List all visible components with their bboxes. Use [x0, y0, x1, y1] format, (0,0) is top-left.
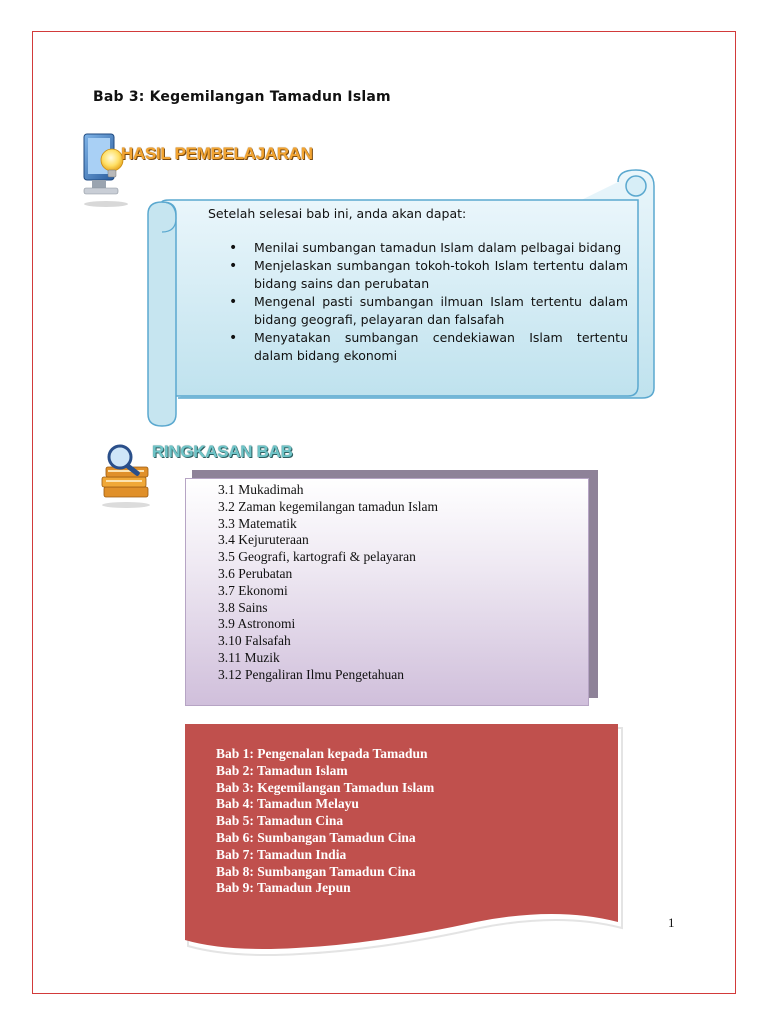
chapter-title: Bab 3: Kegemilangan Tamadun Islam: [93, 89, 391, 105]
list-item: 3.9 Astronomi: [218, 616, 296, 632]
list-item: Bab 6: Sumbangan Tamadun Cina: [216, 829, 416, 845]
list-item: Bab 7: Tamadun India: [216, 846, 347, 862]
list-item: 3.10 Falsafah: [218, 633, 291, 649]
list-item: 3.11 Muzik: [218, 649, 280, 665]
list-item: 3.3 Matematik: [218, 515, 297, 531]
list-item: 3.6 Perubatan: [218, 565, 293, 581]
list-item: • Menjelaskan sumbangan tokoh-tokoh Islam tertentu dalam bidang sains dan perubatan: [254, 257, 628, 293]
learning-outcomes-heading: HASIL PEMBELAJARAN: [121, 144, 313, 163]
chapter-list: [216, 746, 434, 897]
list-item: Bab 3: Kegemilangan Tamadun Islam: [216, 779, 435, 795]
list-item: Bab 1: Pengenalan kepada Tamadun: [216, 746, 428, 761]
list-item: Bab 8: Sumbangan Tamadun Cina: [216, 863, 416, 879]
chapter-summary-heading: RINGKASAN BAB: [152, 442, 293, 461]
list-item: 3.2 Zaman kegemilangan tamadun Islam: [218, 498, 439, 514]
books-magnifier-icon: [98, 437, 156, 509]
list-item: Bab 2: Tamadun Islam: [216, 762, 348, 778]
list-item: 3.8 Sains: [218, 599, 268, 615]
list-item: • Menilai sumbangan tamadun Islam dalam pelbagai bidang: [254, 239, 628, 257]
learning-outcomes-intro: Setelah selesai bab ini, anda akan dapat:: [208, 206, 467, 221]
list-item: 3.12 Pengaliran Ilmu Pengetahuan: [218, 666, 404, 682]
list-item: Bab 4: Tamadun Melayu: [216, 796, 359, 812]
list-item: 3.4 Kejuruteraan: [218, 532, 309, 548]
list-item: 3.1 Mukadimah: [218, 482, 304, 497]
learning-outcomes-body: [208, 206, 628, 365]
list-item: Bab 9: Tamadun Jepun: [216, 880, 351, 896]
chapter-summary-list: [218, 482, 438, 684]
list-item: 3.5 Geografi, kartografi & pelayaran: [218, 549, 416, 565]
page-number: 1: [668, 915, 675, 930]
list-item: • Menyatakan sumbangan cendekiawan Islam tertentu dalam bidang ekonomi: [254, 329, 628, 365]
list-item: 3.7 Ekonomi: [218, 582, 288, 598]
learning-outcomes-list: [208, 239, 628, 365]
list-item: • Mengenal pasti sumbangan ilmuan Islam tertentu dalam bidang geografi, pelayaran dan falsafah: [254, 293, 628, 329]
list-item: Bab 5: Tamadun Cina: [216, 813, 344, 829]
lightbulb-computer-icon: [80, 128, 132, 208]
